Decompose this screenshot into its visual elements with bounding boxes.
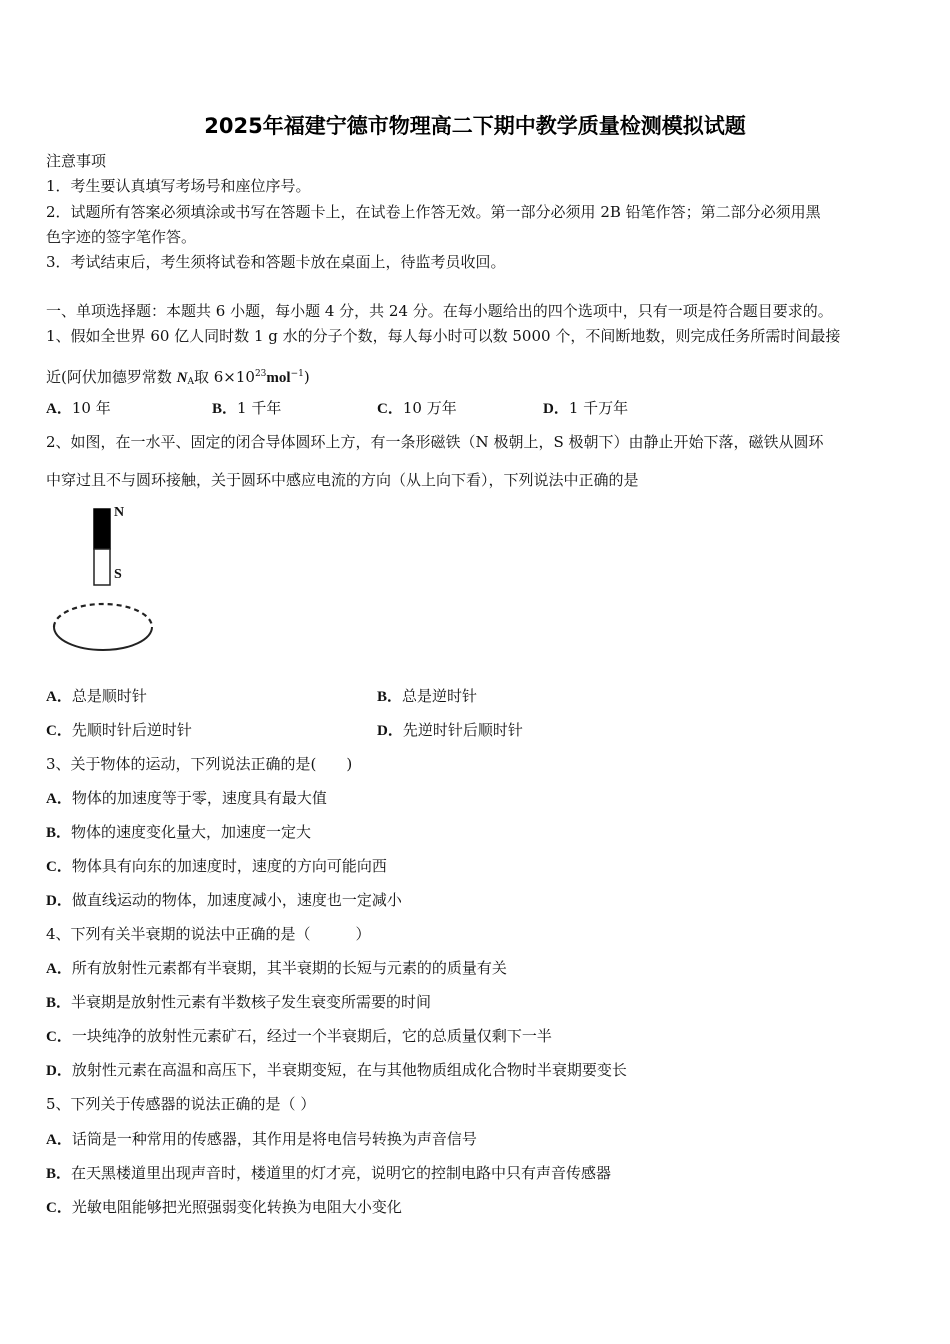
option-text: 所有放射性元素都有半衰期，其半衰期的长短与元素的的质量有关 [71,959,507,977]
option-letter: B． [377,689,403,705]
section-heading: 一、单项选择题：本题共 6 小题，每小题 4 分，共 24 分。在每小题给出的四个选项中，只有一项是符合题目要求的。 [46,302,833,320]
option-letter: B． [212,401,238,417]
question-number: 1、 [46,327,71,345]
question-number: 5、 [46,1095,71,1113]
question-1-stem-line1 [46,326,840,346]
option-a [46,398,111,419]
option-text: 10 年 [71,399,111,417]
magnet-ring-diagram-icon [48,505,168,655]
option-text: 1 千年 [237,399,282,417]
option-letter: A． [46,791,72,807]
question-number: 3、 [46,755,71,773]
option-b [46,822,311,843]
option-text: 一块纯净的放射性元素矿石，经过一个半衰期后，它的总质量仅剩下一半 [71,1027,552,1045]
option-text: 在天黑楼道里出现声音时，楼道里的灯才亮，说明它的控制电路中只有声音传感器 [71,1164,612,1182]
option-text: 物体的速度变化量大，加速度一定大 [71,823,312,841]
option-text: 话筒是一种常用的传感器，其作用是将电信号转换为声音信号 [71,1130,477,1148]
document-title: 2025年福建宁德市物理高二下期中教学质量检测模拟试题 [204,114,746,138]
option-text: 光敏电阻能够把光照强弱变化转换为电阻大小变化 [71,1198,402,1216]
option-text: 总是顺时针 [71,687,147,705]
option-c [46,1026,552,1047]
option-text: 放射性元素在高温和高压下，半衰期变短，在与其他物质组成化合物时半衰期要变长 [71,1061,627,1079]
option-text: 物体具有向东的加速度时，速度的方向可能向西 [71,857,387,875]
option-letter: C． [46,723,72,739]
south-pole-label: S [114,567,122,582]
option-c [377,398,457,419]
option-text: 1 千万年 [568,399,629,417]
option-d [543,398,628,419]
option-letter: C． [46,859,72,875]
notice-item-3: 3．考试结束后，考生须将试卷和答题卡放在桌面上，待监考员收回。 [46,253,506,271]
option-letter: A． [46,401,72,417]
option-text: 总是逆时针 [402,687,478,705]
option-text: 物体的加速度等于零，速度具有最大值 [71,789,327,807]
question-2-stem-line1 [46,432,824,452]
stem-text: ) [303,368,310,386]
avogadro-subscript: A [187,377,194,387]
question-stem: 假如全世界 60 亿人同时数 1 g 水的分子个数，每人每小时可以数 5000 个，不间断地数，则完成任务所需时间最接 [70,327,841,345]
option-letter: B． [46,1166,72,1182]
question-1-stem-line2 [46,364,310,392]
option-letter: D． [46,1063,72,1079]
magnet-ring-figure [48,505,168,655]
option-a [46,686,147,707]
question-number: 2、 [46,433,71,451]
option-b [377,686,477,707]
exponent: 23 [254,369,267,379]
question-stem: 下列有关半衰期的说法中正确的是（ ） [70,925,371,943]
question-4-stem [46,924,371,944]
unit-exponent: −1 [290,369,304,379]
option-text: 先顺时针后逆时针 [71,721,192,739]
question-number: 4、 [46,925,71,943]
option-letter: C． [46,1029,72,1045]
unit: mol [266,370,291,386]
north-pole-label: N [114,505,125,520]
option-letter: A． [46,961,72,977]
option-b [46,1163,611,1184]
option-d [46,890,402,911]
option-letter: D． [543,401,569,417]
option-b [46,992,431,1013]
option-text: 做直线运动的物体，加速度减小，速度也一定减小 [71,891,402,909]
question-stem: 关于物体的运动，下列说法正确的是( ) [70,755,353,773]
option-letter: B． [46,995,72,1011]
option-letter: C． [377,401,403,417]
question-5-stem [46,1094,315,1114]
option-a [46,788,327,809]
option-letter: C． [46,1200,72,1216]
notice-item-2: 2．试题所有答案必须填涂或书写在答题卡上，在试卷上作答无效。第一部分必须用 2B 铅笔作答；第二部分必须用黑 [46,203,821,221]
option-c [46,720,192,741]
option-d [46,1060,627,1081]
question-stem: 如图，在一水平、固定的闭合导体圆环上方，有一条形磁铁（N 极朝上，S 极朝下）由静止开始下落，磁铁从圆环 [70,433,824,451]
option-a [46,958,507,979]
option-text: 半衰期是放射性元素有半数核子发生衰变所需要的时间 [71,993,432,1011]
stem-text: 近(阿伏加德罗常数 [46,368,177,386]
question-2-stem-line2: 中穿过且不与圆环接触，关于圆环中感应电流的方向（从上向下看），下列说法中正确的是 [46,471,639,489]
option-c [46,856,387,877]
avogadro-symbol: N [176,370,188,386]
option-text: 先逆时针后顺时针 [402,721,523,739]
question-stem: 下列关于传感器的说法正确的是（ ） [70,1095,316,1113]
notice-heading: 注意事项 [46,152,107,170]
notice-item-2-cont: 色字迹的签字笔作答。 [46,228,197,246]
stem-text: 取 6×10 [193,368,255,386]
option-b [212,398,281,419]
option-letter: D． [377,723,403,739]
option-a [46,1129,477,1150]
option-d [377,720,523,741]
option-letter: A． [46,689,72,705]
option-letter: D． [46,893,72,909]
option-letter: A． [46,1132,72,1148]
option-text: 10 万年 [402,399,457,417]
question-3-stem [46,754,352,774]
option-letter: B． [46,825,72,841]
notice-item-1: 1．考生要认真填写考场号和座位序号。 [46,177,311,195]
option-c [46,1197,402,1218]
